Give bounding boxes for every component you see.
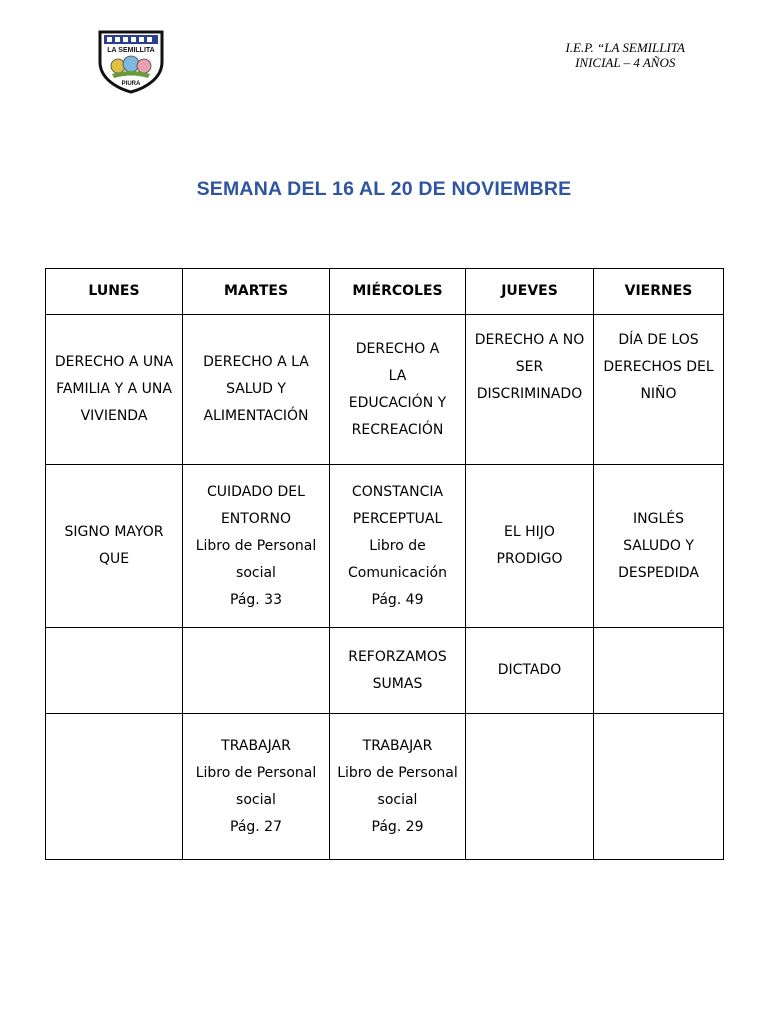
- cell-line: DICTADO: [497, 662, 562, 678]
- cell-line: TRABAJAR: [221, 737, 291, 754]
- table-cell: [330, 315, 466, 465]
- cell-line: ALIMENTACIÓN: [203, 408, 309, 424]
- cell-line: SUMAS: [372, 675, 423, 692]
- logo-text-bottom: PIURA: [121, 81, 141, 87]
- cell-line: DERECHO A UNA: [54, 354, 174, 370]
- cell-line: Libro de Personal: [195, 764, 317, 781]
- cell-line: LA: [388, 367, 407, 384]
- cell-line: Pág. 27: [230, 818, 282, 835]
- cell-line: Libro de Personal: [337, 764, 458, 781]
- table-cell: [466, 628, 594, 714]
- cell-line: EL HIJO: [504, 524, 555, 540]
- cell-line: Comunicación: [348, 564, 447, 581]
- cell-line: DERECHO A NO: [474, 332, 585, 348]
- table-cell-empty: [46, 714, 183, 860]
- cell-line: CONSTANCIA: [351, 483, 444, 500]
- table-cell-empty: [46, 628, 183, 714]
- cell-line: social: [236, 791, 276, 808]
- cell-line: DÍA DE LOS: [618, 332, 699, 348]
- cell-line: SALUDO Y: [623, 537, 694, 554]
- table-cell-empty: [594, 628, 724, 714]
- cell-line: DERECHO A: [355, 340, 440, 357]
- cell-line: EDUCACIÓN Y: [348, 394, 447, 411]
- column-header-miercoles: MIÉRCOLES: [330, 269, 466, 315]
- table-cell-empty: [594, 714, 724, 860]
- cell-line: social: [236, 564, 276, 581]
- table-row: [46, 315, 724, 465]
- page-title: SEMANA DEL 16 AL 20 DE NOVIEMBRE: [196, 178, 572, 200]
- cell-line: Pág. 33: [230, 591, 282, 608]
- cell-line: PERCEPTUAL: [352, 510, 443, 527]
- school-level: INICIAL – 4 AÑOS: [575, 55, 676, 70]
- cell-line: social: [377, 791, 418, 808]
- cell-line: INGLÉS: [633, 510, 684, 527]
- table-row: [46, 628, 724, 714]
- table-cell: [183, 465, 330, 628]
- cell-line: ENTORNO: [220, 510, 292, 527]
- table-cell: [46, 465, 183, 628]
- table-cell: [330, 465, 466, 628]
- cell-line: NIÑO: [640, 386, 677, 402]
- cell-line: FAMILIA Y A UNA: [56, 381, 172, 397]
- cell-line: CUIDADO DEL: [207, 483, 305, 500]
- cell-line: DISCRIMINADO: [476, 386, 583, 402]
- table-cell: [330, 714, 466, 860]
- cell-line: QUE: [98, 551, 130, 567]
- cell-line: VIVIENDA: [80, 408, 148, 424]
- weekly-schedule-table: [45, 268, 724, 860]
- cell-line: DERECHO A LA: [203, 354, 309, 370]
- column-header-lunes: LUNES: [46, 269, 183, 315]
- column-header-viernes: VIERNES: [594, 269, 724, 315]
- cell-line: PRODIGO: [496, 551, 563, 567]
- cell-line: RECREACIÓN: [351, 421, 444, 438]
- cell-line: DERECHOS DEL: [603, 359, 714, 375]
- cell-line: REFORZAMOS: [348, 648, 447, 665]
- column-header-jueves: JUEVES: [466, 269, 594, 315]
- table-cell: [183, 315, 330, 465]
- cell-line: SER: [515, 359, 544, 375]
- school-name: I.E.P. “LA SEMILLITA: [565, 40, 685, 55]
- column-header-martes: MARTES: [183, 269, 330, 315]
- logo-text-top: LA SEMILLITA: [107, 47, 155, 54]
- cell-line: Libro de Personal: [195, 537, 317, 554]
- table-header-row: [46, 269, 724, 315]
- table-cell: [183, 714, 330, 860]
- cell-line: Libro de: [369, 537, 426, 554]
- table-cell: [594, 465, 724, 628]
- table-row: [46, 465, 724, 628]
- table-cell: [466, 465, 594, 628]
- cell-line: Pág. 29: [371, 818, 424, 835]
- table-cell: [46, 315, 183, 465]
- cell-line: Pág. 49: [371, 591, 424, 608]
- school-header: [565, 40, 685, 70]
- table-row: [46, 714, 724, 860]
- table-cell: [330, 628, 466, 714]
- cell-line: SIGNO MAYOR: [64, 524, 164, 540]
- table-cell: [466, 315, 594, 465]
- cell-line: TRABAJAR: [362, 737, 433, 754]
- table-cell: [594, 315, 724, 465]
- table-cell-empty: [183, 628, 330, 714]
- school-logo: [96, 28, 166, 94]
- cell-line: DESPEDIDA: [618, 564, 699, 581]
- cell-line: SALUD Y: [226, 381, 286, 397]
- table-cell-empty: [466, 714, 594, 860]
